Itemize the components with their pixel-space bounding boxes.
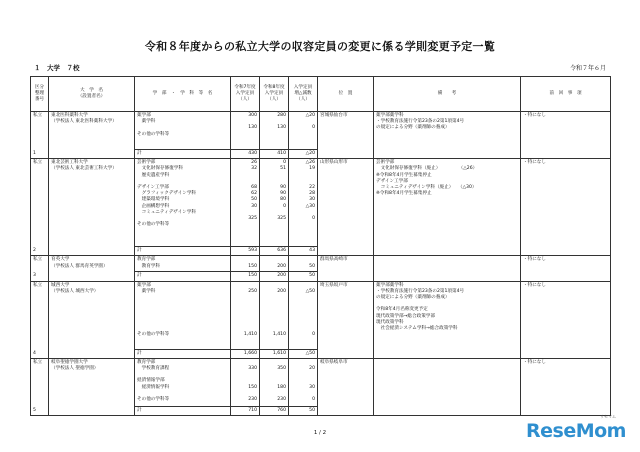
table-row: [31, 159, 611, 247]
row-number: 2: [33, 248, 36, 254]
row-remarks: ・特になし: [521, 281, 611, 358]
row-faculty: 薬学部 薬学科 その他の学科等: [135, 281, 231, 349]
row-remarks: ・特になし: [521, 159, 611, 256]
section-subtitle: １ 大学 ７校: [34, 64, 80, 72]
total-cap7: 593: [231, 247, 260, 256]
row-location: 岐阜県岐阜市: [318, 358, 374, 415]
total-change: 50: [289, 406, 318, 415]
header-category: 区分 整理番号: [31, 77, 49, 112]
logo-ruby: リセマム: [600, 414, 616, 419]
header-change: 入学定員 増△減数 （人）: [289, 77, 318, 112]
row-cap7: 250 1,410: [231, 281, 260, 349]
total-cap8: 760: [260, 406, 289, 415]
row-notes: 薬学部薬学科 ・学校教育法施行令第23条の2第1項第4号 の規定による分野（薬剤師の養成） 令和8年4月名称変更予定 現代政策学部→総合政策学部 現代政策学科 社会経済システム学科→総合政策学科: [374, 281, 521, 358]
table-row: [31, 256, 611, 272]
row-cap7: 26 32 68 62 50 30 325: [231, 159, 260, 247]
row-location: 宮城県仙台市: [318, 112, 374, 159]
header-cap8: 令和8年度 入学定員 （人）: [260, 77, 289, 112]
row-university: 城西大学 （学校法人 城西大学）: [49, 281, 135, 358]
row-cap7: 300 130: [231, 112, 260, 150]
total-label: 計: [135, 349, 231, 358]
row-change: △26 19 22 28 30 △30 0: [289, 159, 318, 247]
row-remarks: ・特になし: [521, 112, 611, 159]
row-cap8: 200: [260, 256, 289, 272]
total-cap8: 636: [260, 247, 289, 256]
row-faculty: 薬学部 薬学科 その他の学科等: [135, 112, 231, 150]
total-label: 計: [135, 406, 231, 415]
total-cap7: 710: [231, 406, 260, 415]
row-location: 山形県山形市: [318, 159, 374, 256]
row-university: 岐阜聖徳学園大学 （学校法人 聖徳学園）: [49, 358, 135, 415]
row-faculty: 教育学部 教育学科: [135, 256, 231, 272]
header-location: 位 置: [318, 77, 374, 112]
row-remarks: ・特になし: [521, 256, 611, 281]
row-number: 5: [33, 407, 36, 413]
row-number: 3: [33, 273, 36, 279]
row-faculty: 教育学部 学校教育課程 経済情報学部 経済情報学科 その他の学科等: [135, 358, 231, 406]
table-row: [31, 358, 611, 406]
row-notes: 芸術学部 文化財保存修復学科（廃止） （△26） ※令和8年4月学生募集停止 デザイン工学部 コミュニティデザイン学科（廃止） （△30） ※令和8年4月学生募集停止: [374, 159, 521, 256]
document-date: 令和７年６月: [569, 65, 606, 72]
row-category: 私立 5: [31, 358, 49, 415]
row-cap7: 150: [231, 256, 260, 272]
total-cap8: 200: [260, 272, 289, 281]
row-remarks: ・特になし: [521, 358, 611, 415]
resemom-logo: [526, 414, 626, 448]
row-cap8: 350 180 230: [260, 358, 289, 406]
row-notes: [374, 358, 521, 415]
total-cap7: 430: [231, 150, 260, 159]
row-number: 1: [33, 151, 36, 156]
row-cap8: 0 51 90 90 80 0 325: [260, 159, 289, 247]
row-university: 東北芸術工科大学 （学校法人 東北芸術工科大学）: [49, 159, 135, 256]
row-category: 私立 1: [31, 112, 49, 159]
total-cap8: 410: [260, 150, 289, 159]
row-change: 20 30 0: [289, 358, 318, 406]
row-cap8: 200 1,410: [260, 281, 289, 349]
total-label: 計: [135, 272, 231, 281]
total-change: 43: [289, 247, 318, 256]
row-change: △50 0: [289, 281, 318, 349]
total-cap7: 150: [231, 272, 260, 281]
row-notes: [374, 256, 521, 281]
table-row: [31, 281, 611, 349]
row-cap8: 280 130: [260, 112, 289, 150]
document-title: 令和８年度からの私立大学の収容定員の変更に係る学則変更予定一覧: [144, 40, 496, 53]
row-notes: 薬学部薬学科 ・学校教育法施行令第23条の2第1項第4号 の規定による分野（薬剤師の養成）: [374, 112, 521, 159]
header-university: 大 学 名 （設置者名）: [49, 77, 135, 112]
total-cap7: 1,660: [231, 349, 260, 358]
row-location: 群馬県高崎市: [318, 256, 374, 281]
row-university: 東北医科薬科大学 （学校法人 東北医科薬科大学）: [49, 112, 135, 159]
row-cap7: 330 150 230: [231, 358, 260, 406]
table-row: [31, 112, 611, 150]
row-number: 4: [33, 350, 36, 356]
logo-text: ReseMom: [526, 420, 626, 442]
row-faculty: 芸術学部 文化財保存修復学科 歴史遺産学科 デザイン工学部 グラフィックデザイン学科 建築環境学科 企画構想学科 コミュニティデザイン学科 その他の学科等: [135, 159, 231, 247]
page-number: 1 / 2: [313, 430, 327, 436]
total-label: 計: [135, 150, 231, 159]
total-change: △20: [289, 150, 318, 159]
total-cap8: 1,610: [260, 349, 289, 358]
total-change: 50: [289, 272, 318, 281]
header-remarks: 前 回 事 項: [521, 77, 611, 112]
total-change: △50: [289, 349, 318, 358]
row-university: 育英大学 （学校法人 群馬育英学園）: [49, 256, 135, 281]
table-header-row: [31, 77, 611, 112]
row-category: 私立 4: [31, 281, 49, 358]
header-notes: 備 考: [374, 77, 521, 112]
row-change: △20 0: [289, 112, 318, 150]
header-faculty: 学 部 ・ 学 科 等 名: [135, 77, 231, 112]
header-cap7: 令和7年度 入学定員 （人）: [231, 77, 260, 112]
row-change: 50: [289, 256, 318, 272]
row-category: 私立 3: [31, 256, 49, 281]
row-category: 私立 2: [31, 159, 49, 256]
row-location: 埼玉県坂戸市: [318, 281, 374, 358]
university-table: [30, 76, 611, 416]
total-label: 計: [135, 247, 231, 256]
